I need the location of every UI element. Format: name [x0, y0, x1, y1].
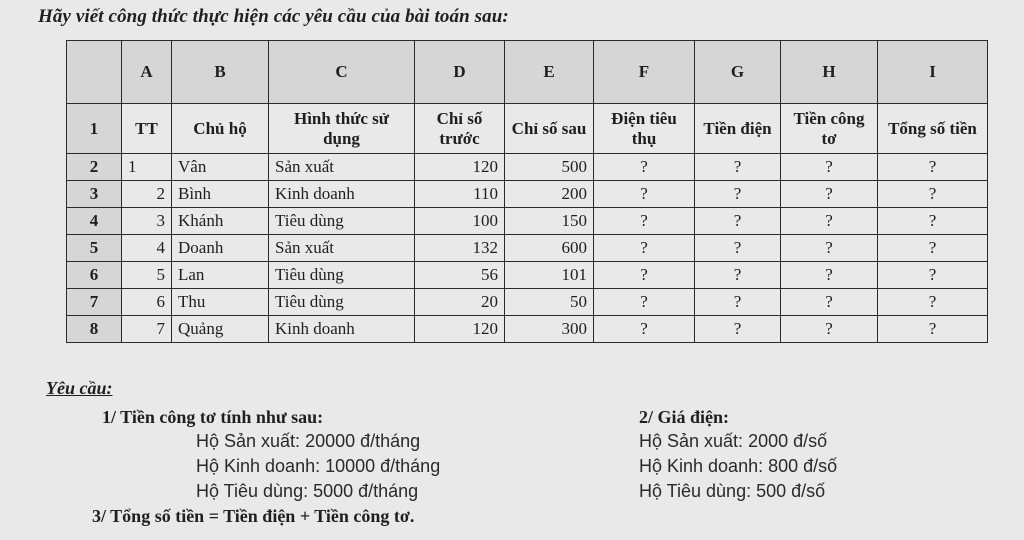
requirement-2-line: Hộ Kinh doanh: 800 đ/số — [639, 456, 838, 476]
column-letter-a: A — [122, 41, 172, 104]
column-letter-f: F — [594, 41, 695, 104]
cell-total: ? — [878, 316, 988, 343]
cell-consumption: ? — [594, 235, 695, 262]
cell-consumption: ? — [594, 316, 695, 343]
requirement-2-line: Hộ Sản xuất: 2000 đ/số — [639, 431, 828, 451]
cell-owner: Lan — [172, 262, 269, 289]
header-reading-after: Chỉ số sau — [505, 104, 594, 154]
cell-usage-type: Kinh doanh — [269, 181, 415, 208]
header-owner: Chủ hộ — [172, 104, 269, 154]
requirement-1-line: Hộ Sản xuất: 20000 đ/tháng — [196, 431, 421, 451]
page-title: Hãy viết công thức thực hiện các yêu cầu của bài toán sau: — [38, 6, 509, 27]
cell-reading-before: 56 — [415, 262, 505, 289]
table-row — [67, 235, 988, 262]
cell-reading-after: 200 — [505, 181, 594, 208]
cell-total: ? — [878, 154, 988, 181]
row-number: 1 — [67, 104, 122, 154]
cell-total: ? — [878, 208, 988, 235]
cell-reading-before: 120 — [415, 154, 505, 181]
cell-owner: Quảng — [172, 316, 269, 343]
column-letter-i: I — [878, 41, 988, 104]
table-row — [67, 289, 988, 316]
cell-meter-fee: ? — [781, 316, 878, 343]
requirement-1-heading: 1/ Tiền công tơ tính như sau: — [102, 407, 324, 427]
column-letter-c: C — [269, 41, 415, 104]
cell-tt: 4 — [122, 235, 172, 262]
table-row — [67, 262, 988, 289]
cell-consumption: ? — [594, 181, 695, 208]
cell-usage-type: Sản xuất — [269, 235, 415, 262]
cell-usage-type: Sản xuất — [269, 154, 415, 181]
cell-meter-fee: ? — [781, 289, 878, 316]
requirement-2-line: Hộ Tiêu dùng: 500 đ/số — [639, 481, 826, 501]
requirement-1-line: Hộ Kinh doanh: 10000 đ/tháng — [196, 456, 441, 476]
header-usage-type: Hình thức sử dụng — [269, 104, 415, 154]
cell-consumption: ? — [594, 289, 695, 316]
cell-usage-type: Tiêu dùng — [269, 289, 415, 316]
column-letter-d: D — [415, 41, 505, 104]
cell-electric-cost: ? — [695, 235, 781, 262]
cell-usage-type: Kinh doanh — [269, 316, 415, 343]
cell-total: ? — [878, 289, 988, 316]
column-letter-g: G — [695, 41, 781, 104]
cell-owner: Khánh — [172, 208, 269, 235]
cell-tt: 5 — [122, 262, 172, 289]
row-number: 2 — [67, 154, 122, 181]
header-reading-before: Chỉ số trước — [415, 104, 505, 154]
cell-reading-before: 120 — [415, 316, 505, 343]
table-row — [67, 208, 988, 235]
header-total: Tổng số tiền — [878, 104, 988, 154]
cell-reading-before: 100 — [415, 208, 505, 235]
cell-tt: 6 — [122, 289, 172, 316]
requirement-3: 3/ Tổng số tiền = Tiền điện + Tiền công tơ. — [92, 506, 415, 526]
cell-consumption: ? — [594, 208, 695, 235]
cell-reading-after: 101 — [505, 262, 594, 289]
cell-electric-cost: ? — [695, 262, 781, 289]
cell-usage-type: Tiêu dùng — [269, 208, 415, 235]
cell-usage-type: Tiêu dùng — [269, 262, 415, 289]
cell-owner: Bình — [172, 181, 269, 208]
table-row — [67, 181, 988, 208]
cell-electric-cost: ? — [695, 208, 781, 235]
header-row — [67, 104, 988, 154]
column-letter-row — [67, 41, 988, 104]
cell-reading-after: 150 — [505, 208, 594, 235]
cell-meter-fee: ? — [781, 208, 878, 235]
cell-meter-fee: ? — [781, 262, 878, 289]
cell-reading-after: 500 — [505, 154, 594, 181]
column-letter-e: E — [505, 41, 594, 104]
cell-tt: 2 — [122, 181, 172, 208]
cell-electric-cost: ? — [695, 316, 781, 343]
row-number: 5 — [67, 235, 122, 262]
corner-cell — [67, 41, 122, 104]
header-meter-fee: Tiền công tơ — [781, 104, 878, 154]
table-row — [67, 316, 988, 343]
cell-reading-after: 50 — [505, 289, 594, 316]
row-number: 6 — [67, 262, 122, 289]
cell-electric-cost: ? — [695, 181, 781, 208]
cell-tt: 3 — [122, 208, 172, 235]
header-electric-cost: Tiền điện — [695, 104, 781, 154]
cell-electric-cost: ? — [695, 289, 781, 316]
column-letter-b: B — [172, 41, 269, 104]
cell-total: ? — [878, 181, 988, 208]
header-tt: TT — [122, 104, 172, 154]
row-number: 7 — [67, 289, 122, 316]
cell-owner: Thu — [172, 289, 269, 316]
requirement-2-heading: 2/ Giá điện: — [639, 407, 730, 427]
cell-meter-fee: ? — [781, 181, 878, 208]
cell-meter-fee: ? — [781, 235, 878, 262]
cell-tt: 7 — [122, 316, 172, 343]
cell-electric-cost: ? — [695, 154, 781, 181]
requirement-1-line: Hộ Tiêu dùng: 5000 đ/tháng — [196, 481, 419, 501]
cell-total: ? — [878, 235, 988, 262]
cell-owner: Doanh — [172, 235, 269, 262]
cell-owner: Vân — [172, 154, 269, 181]
cell-reading-after: 600 — [505, 235, 594, 262]
cell-consumption: ? — [594, 262, 695, 289]
column-letter-h: H — [781, 41, 878, 104]
row-number: 8 — [67, 316, 122, 343]
cell-total: ? — [878, 262, 988, 289]
spreadsheet-table — [66, 40, 988, 343]
cell-tt: 1 — [122, 154, 172, 181]
cell-reading-before: 110 — [415, 181, 505, 208]
cell-reading-after: 300 — [505, 316, 594, 343]
cell-reading-before: 20 — [415, 289, 505, 316]
header-consumption: Điện tiêu thụ — [594, 104, 695, 154]
row-number: 3 — [67, 181, 122, 208]
requirements-heading: Yêu cầu: — [46, 378, 113, 398]
table-row — [67, 154, 988, 181]
cell-consumption: ? — [594, 154, 695, 181]
cell-reading-before: 132 — [415, 235, 505, 262]
cell-meter-fee: ? — [781, 154, 878, 181]
row-number: 4 — [67, 208, 122, 235]
